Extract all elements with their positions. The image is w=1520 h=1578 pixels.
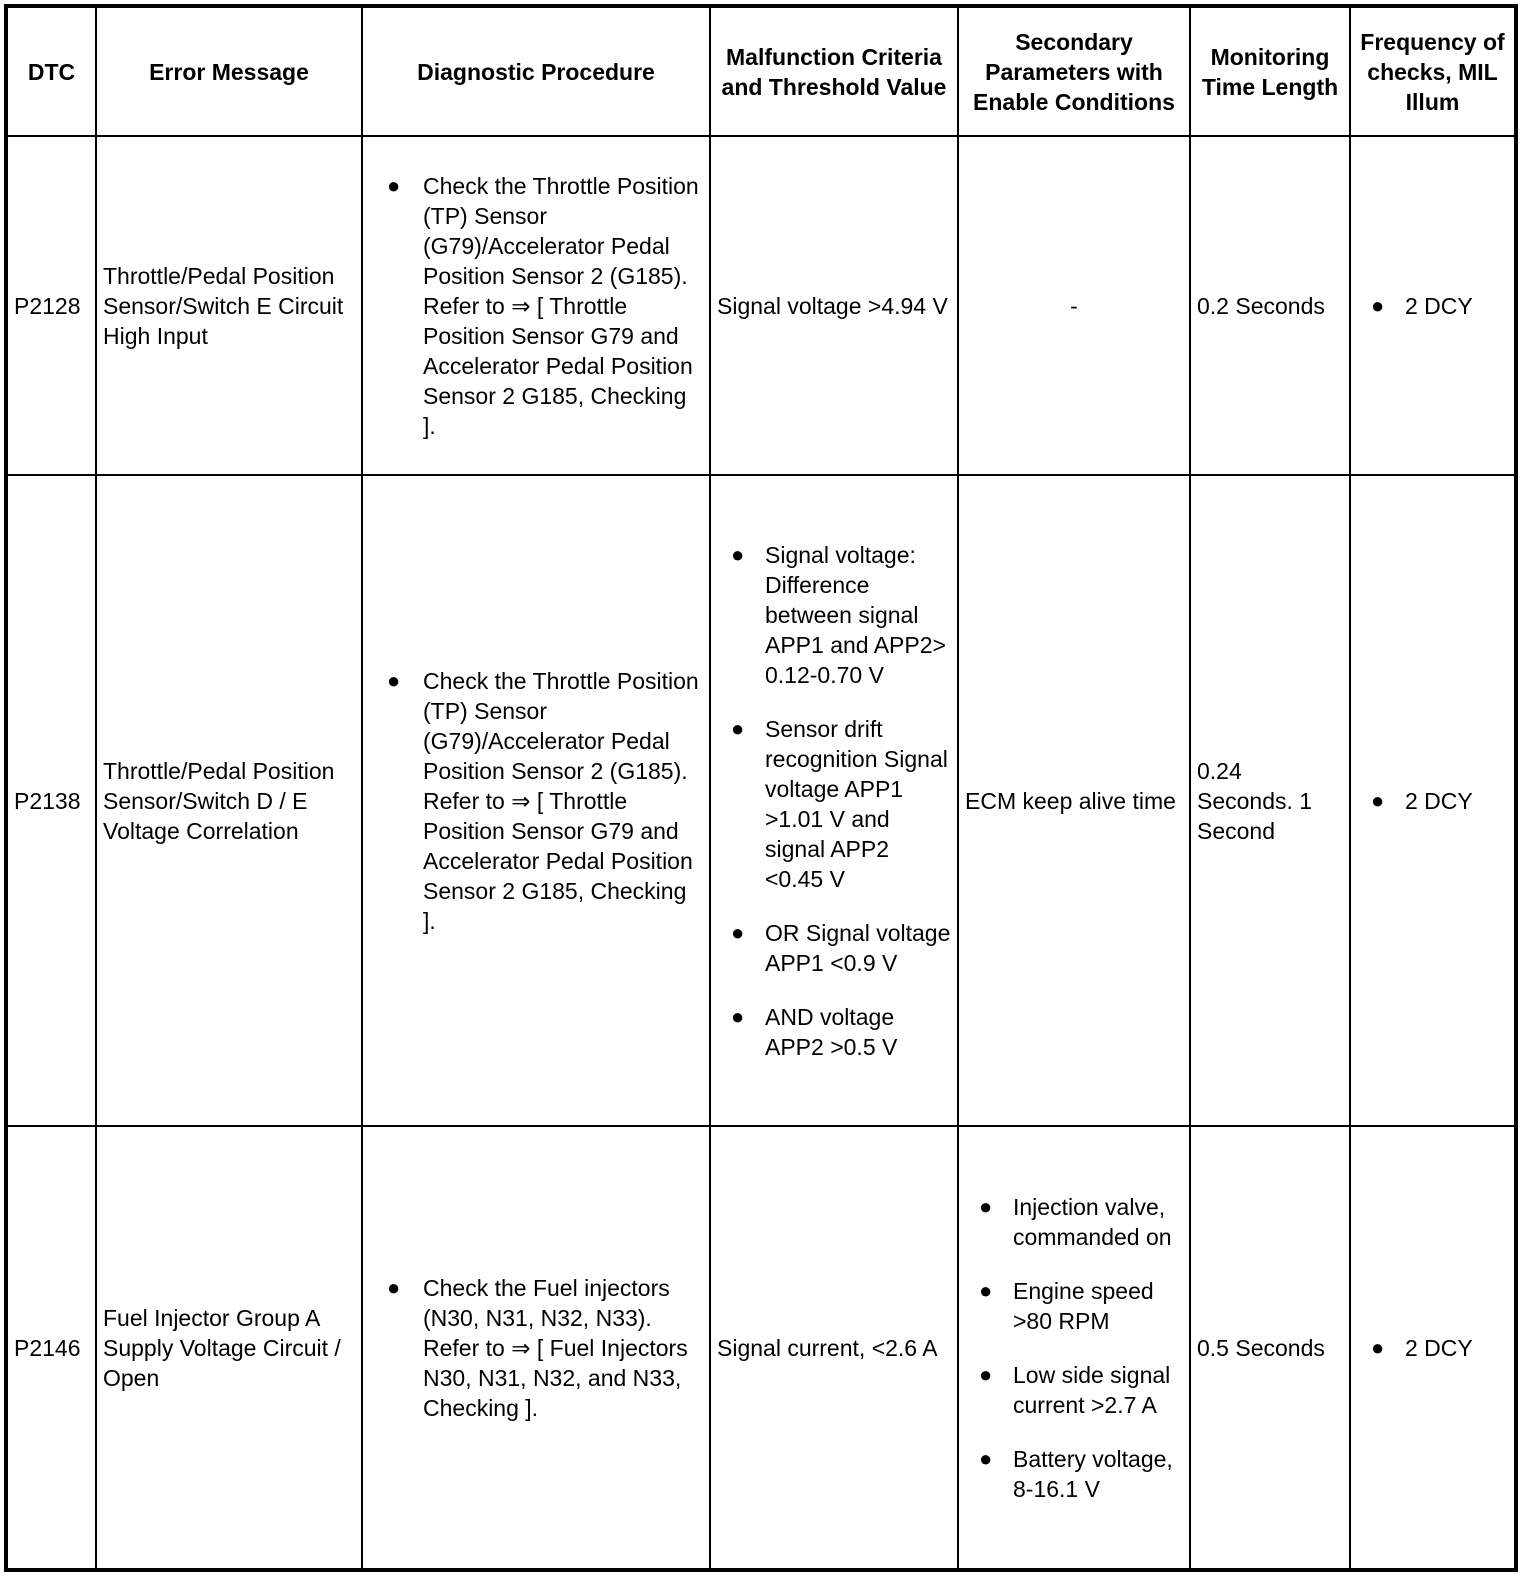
bullet-icon: ●	[979, 1277, 993, 1303]
criteria-text: Sensor drift recognition Signal voltage APP1 >1.01 V and signal APP2 <0.45 V	[765, 715, 948, 892]
header-monitoring-time: Monitoring Time Length	[1190, 6, 1350, 136]
malfunction-criteria: Signal voltage >4.94 V	[710, 136, 958, 475]
bullet-icon: ●	[731, 715, 745, 741]
dtc-table	[4, 4, 1518, 1572]
malfunction-criteria	[710, 475, 958, 1126]
secondary-parameters	[958, 1126, 1190, 1570]
diagnostic-procedure	[362, 475, 710, 1126]
bullet-icon: ●	[1371, 1334, 1385, 1360]
frequency-text: 2 DCY	[1405, 1334, 1473, 1361]
frequency-cell	[1350, 1126, 1516, 1570]
criteria-text: OR Signal voltage APP1 <0.9 V	[765, 919, 951, 976]
table-row	[6, 136, 1516, 475]
list-item	[1357, 786, 1508, 816]
list-item	[369, 1273, 703, 1423]
monitoring-time: 0.5 Seconds	[1190, 1126, 1350, 1570]
frequency-text: 2 DCY	[1405, 292, 1473, 319]
table-row	[6, 475, 1516, 1126]
error-message: Throttle/Pedal Position Sensor/Switch E Circuit High Input	[96, 136, 362, 475]
bullet-icon: ●	[1371, 292, 1385, 318]
list-item	[965, 1276, 1183, 1336]
bullet-icon: ●	[979, 1361, 993, 1387]
condition-text: Low side signal current >2.7 A	[1013, 1361, 1171, 1418]
header-malfunction-criteria: Malfunction Criteria and Threshold Value	[710, 6, 958, 136]
bullet-icon: ●	[387, 1274, 401, 1300]
condition-text: Battery voltage, 8-16.1 V	[1013, 1445, 1173, 1502]
list-item	[717, 540, 951, 690]
procedure-text: Check the Throttle Position (TP) Sensor (G79)/Accelerator Pedal Position Sensor 2 (G185). Refer to ⇒ [ Throttle Position Sensor G79 and Accelerator Pedal Position Sensor 2 G185, Checking ].	[423, 667, 699, 934]
dtc-code: P2138	[6, 475, 96, 1126]
header-secondary-parameters: Secondary Parameters with Enable Conditions	[958, 6, 1190, 136]
header-frequency: Frequency of checks, MIL Illum	[1350, 6, 1516, 136]
monitoring-time: 0.2 Seconds	[1190, 136, 1350, 475]
bullet-icon: ●	[387, 667, 401, 693]
table-row	[6, 1126, 1516, 1570]
bullet-icon: ●	[979, 1193, 993, 1219]
list-item	[965, 1444, 1183, 1504]
bullet-icon: ●	[731, 919, 745, 945]
criteria-text: Signal voltage: Difference between signal APP1 and APP2> 0.12-0.70 V	[765, 541, 946, 688]
bullet-icon: ●	[1371, 787, 1385, 813]
list-item	[965, 1192, 1183, 1252]
header-error-message: Error Message	[96, 6, 362, 136]
list-item	[717, 1002, 951, 1062]
frequency-text: 2 DCY	[1405, 787, 1473, 814]
list-item	[717, 918, 951, 978]
header-dtc: DTC	[6, 6, 96, 136]
dtc-code: P2128	[6, 136, 96, 475]
bullet-icon: ●	[387, 172, 401, 198]
bullet-icon: ●	[731, 541, 745, 567]
dtc-code: P2146	[6, 1126, 96, 1570]
list-item	[717, 714, 951, 894]
list-item	[369, 666, 703, 936]
procedure-text: Check the Fuel injectors (N30, N31, N32, N33). Refer to ⇒ [ Fuel Injectors N30, N31, N32, and N33, Checking ].	[423, 1274, 688, 1421]
header-row	[6, 6, 1516, 136]
frequency-cell	[1350, 475, 1516, 1126]
list-item	[965, 1360, 1183, 1420]
secondary-parameters: ECM keep alive time	[958, 475, 1190, 1126]
secondary-parameters: -	[958, 136, 1190, 475]
bullet-icon: ●	[731, 1003, 745, 1029]
error-message: Fuel Injector Group A Supply Voltage Circuit / Open	[96, 1126, 362, 1570]
header-diagnostic-procedure: Diagnostic Procedure	[362, 6, 710, 136]
criteria-text: AND voltage APP2 >0.5 V	[765, 1003, 898, 1060]
procedure-text: Check the Throttle Position (TP) Sensor (G79)/Accelerator Pedal Position Sensor 2 (G185). Refer to ⇒ [ Throttle Position Sensor G79 and Accelerator Pedal Position Sensor 2 G185, Checking ].	[423, 172, 699, 439]
bullet-icon: ●	[979, 1445, 993, 1471]
list-item	[369, 171, 703, 441]
list-item	[1357, 1333, 1508, 1363]
frequency-cell	[1350, 136, 1516, 475]
error-message: Throttle/Pedal Position Sensor/Switch D / E Voltage Correlation	[96, 475, 362, 1126]
list-item	[1357, 291, 1508, 321]
diagnostic-procedure	[362, 136, 710, 475]
condition-text: Engine speed >80 RPM	[1013, 1277, 1154, 1334]
monitoring-time: 0.24 Seconds. 1 Second	[1190, 475, 1350, 1126]
malfunction-criteria: Signal current, <2.6 A	[710, 1126, 958, 1570]
diagnostic-procedure	[362, 1126, 710, 1570]
condition-text: Injection valve, commanded on	[1013, 1193, 1172, 1250]
